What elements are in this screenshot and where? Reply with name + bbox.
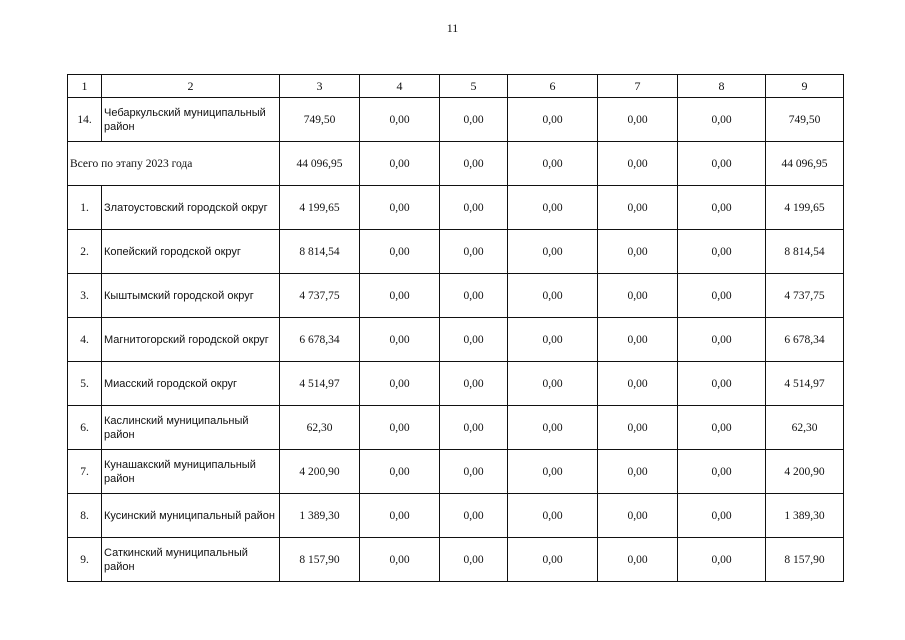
column-header: 4: [360, 75, 440, 98]
value-cell-col-9: 4 199,65: [766, 186, 844, 230]
value-cell-col-8: 0,00: [678, 274, 766, 318]
value-cell-col-4: 0,00: [360, 274, 440, 318]
value-cell-col-7: 0,00: [598, 538, 678, 582]
value-cell-col-5: 0,00: [440, 230, 508, 274]
value-cell-col-5: 0,00: [440, 538, 508, 582]
value-cell-col-7: 0,00: [598, 98, 678, 142]
row-number: 3.: [68, 274, 102, 318]
table-header-row: [68, 75, 844, 98]
value-cell-col-8: 0,00: [678, 98, 766, 142]
value-cell-col-6: 0,00: [508, 98, 598, 142]
value-cell-col-3: 44 096,95: [280, 142, 360, 186]
value-cell-col-3: 4 200,90: [280, 450, 360, 494]
column-header: 5: [440, 75, 508, 98]
value-cell-col-7: 0,00: [598, 274, 678, 318]
row-number: 14.: [68, 98, 102, 142]
value-cell-col-3: 8 814,54: [280, 230, 360, 274]
municipality-name: Кусинский муниципальный район: [102, 494, 280, 538]
value-cell-col-8: 0,00: [678, 538, 766, 582]
value-cell-col-5: 0,00: [440, 142, 508, 186]
column-header: 8: [678, 75, 766, 98]
municipality-name: Миасский городской округ: [102, 362, 280, 406]
value-cell-col-3: 4 737,75: [280, 274, 360, 318]
municipality-name: Златоустовский городской округ: [102, 186, 280, 230]
value-cell-col-9: 8 814,54: [766, 230, 844, 274]
value-cell-col-9: 44 096,95: [766, 142, 844, 186]
column-header: 3: [280, 75, 360, 98]
value-cell-col-7: 0,00: [598, 318, 678, 362]
table-row: [68, 538, 844, 582]
municipality-name: Кыштымский городской округ: [102, 274, 280, 318]
table-row: [68, 406, 844, 450]
table-body: [68, 75, 844, 582]
table-row: [68, 362, 844, 406]
table-row: [68, 98, 844, 142]
value-cell-col-3: 749,50: [280, 98, 360, 142]
value-cell-col-3: 4 199,65: [280, 186, 360, 230]
value-cell-col-6: 0,00: [508, 274, 598, 318]
page-number: 11: [446, 21, 459, 35]
municipality-name: Каслинский муниципальный район: [102, 406, 280, 450]
value-cell-col-3: 62,30: [280, 406, 360, 450]
value-cell-col-6: 0,00: [508, 186, 598, 230]
value-cell-col-4: 0,00: [360, 538, 440, 582]
value-cell-col-4: 0,00: [360, 186, 440, 230]
value-cell-col-8: 0,00: [678, 406, 766, 450]
value-cell-col-5: 0,00: [440, 98, 508, 142]
value-cell-col-6: 0,00: [508, 494, 598, 538]
value-cell-col-5: 0,00: [440, 362, 508, 406]
row-number: 5.: [68, 362, 102, 406]
column-header: 1: [68, 75, 102, 98]
value-cell-col-7: 0,00: [598, 186, 678, 230]
value-cell-col-8: 0,00: [678, 318, 766, 362]
total-label: Всего по этапу 2023 года: [68, 142, 280, 186]
row-number: 2.: [68, 230, 102, 274]
value-cell-col-9: 6 678,34: [766, 318, 844, 362]
table-row: [68, 450, 844, 494]
value-cell-col-9: 4 737,75: [766, 274, 844, 318]
value-cell-col-5: 0,00: [440, 450, 508, 494]
value-cell-col-8: 0,00: [678, 362, 766, 406]
value-cell-col-5: 0,00: [440, 318, 508, 362]
value-cell-col-9: 1 389,30: [766, 494, 844, 538]
column-header: 9: [766, 75, 844, 98]
row-number: 1.: [68, 186, 102, 230]
value-cell-col-4: 0,00: [360, 142, 440, 186]
value-cell-col-6: 0,00: [508, 406, 598, 450]
value-cell-col-8: 0,00: [678, 142, 766, 186]
row-number: 8.: [68, 494, 102, 538]
value-cell-col-7: 0,00: [598, 406, 678, 450]
value-cell-col-4: 0,00: [360, 98, 440, 142]
municipality-name: Кунашакский муниципальный район: [102, 450, 280, 494]
row-number: 7.: [68, 450, 102, 494]
municipality-name: Копейский городской округ: [102, 230, 280, 274]
value-cell-col-4: 0,00: [360, 494, 440, 538]
column-header: 7: [598, 75, 678, 98]
table-row: [68, 274, 844, 318]
value-cell-col-8: 0,00: [678, 230, 766, 274]
value-cell-col-9: 62,30: [766, 406, 844, 450]
value-cell-col-7: 0,00: [598, 142, 678, 186]
value-cell-col-7: 0,00: [598, 450, 678, 494]
value-cell-col-8: 0,00: [678, 494, 766, 538]
table-row: [68, 230, 844, 274]
value-cell-col-4: 0,00: [360, 406, 440, 450]
value-cell-col-3: 1 389,30: [280, 494, 360, 538]
value-cell-col-6: 0,00: [508, 142, 598, 186]
value-cell-col-5: 0,00: [440, 274, 508, 318]
value-cell-col-4: 0,00: [360, 318, 440, 362]
municipality-name: Саткинский муниципальный район: [102, 538, 280, 582]
row-number: 9.: [68, 538, 102, 582]
row-number: 4.: [68, 318, 102, 362]
value-cell-col-6: 0,00: [508, 318, 598, 362]
value-cell-col-9: 4 514,97: [766, 362, 844, 406]
value-cell-col-4: 0,00: [360, 450, 440, 494]
value-cell-col-8: 0,00: [678, 186, 766, 230]
value-cell-col-5: 0,00: [440, 494, 508, 538]
value-cell-col-7: 0,00: [598, 230, 678, 274]
value-cell-col-6: 0,00: [508, 362, 598, 406]
value-cell-col-7: 0,00: [598, 362, 678, 406]
value-cell-col-4: 0,00: [360, 362, 440, 406]
value-cell-col-3: 6 678,34: [280, 318, 360, 362]
value-cell-col-3: 4 514,97: [280, 362, 360, 406]
value-cell-col-5: 0,00: [440, 186, 508, 230]
table-row: [68, 318, 844, 362]
value-cell-col-4: 0,00: [360, 230, 440, 274]
municipality-name: Чебаркульский муниципальный район: [102, 98, 280, 142]
row-number: 6.: [68, 406, 102, 450]
value-cell-col-5: 0,00: [440, 406, 508, 450]
table-row: [68, 494, 844, 538]
value-cell-col-9: 8 157,90: [766, 538, 844, 582]
column-header: 6: [508, 75, 598, 98]
value-cell-col-6: 0,00: [508, 538, 598, 582]
value-cell-col-8: 0,00: [678, 450, 766, 494]
value-cell-col-9: 749,50: [766, 98, 844, 142]
municipality-name: Магнитогорский городской округ: [102, 318, 280, 362]
table-row: [68, 186, 844, 230]
column-header: 2: [102, 75, 280, 98]
value-cell-col-6: 0,00: [508, 230, 598, 274]
value-cell-col-6: 0,00: [508, 450, 598, 494]
value-cell-col-3: 8 157,90: [280, 538, 360, 582]
value-cell-col-9: 4 200,90: [766, 450, 844, 494]
data-table: [67, 74, 844, 582]
table-total-row: [68, 142, 844, 186]
value-cell-col-7: 0,00: [598, 494, 678, 538]
